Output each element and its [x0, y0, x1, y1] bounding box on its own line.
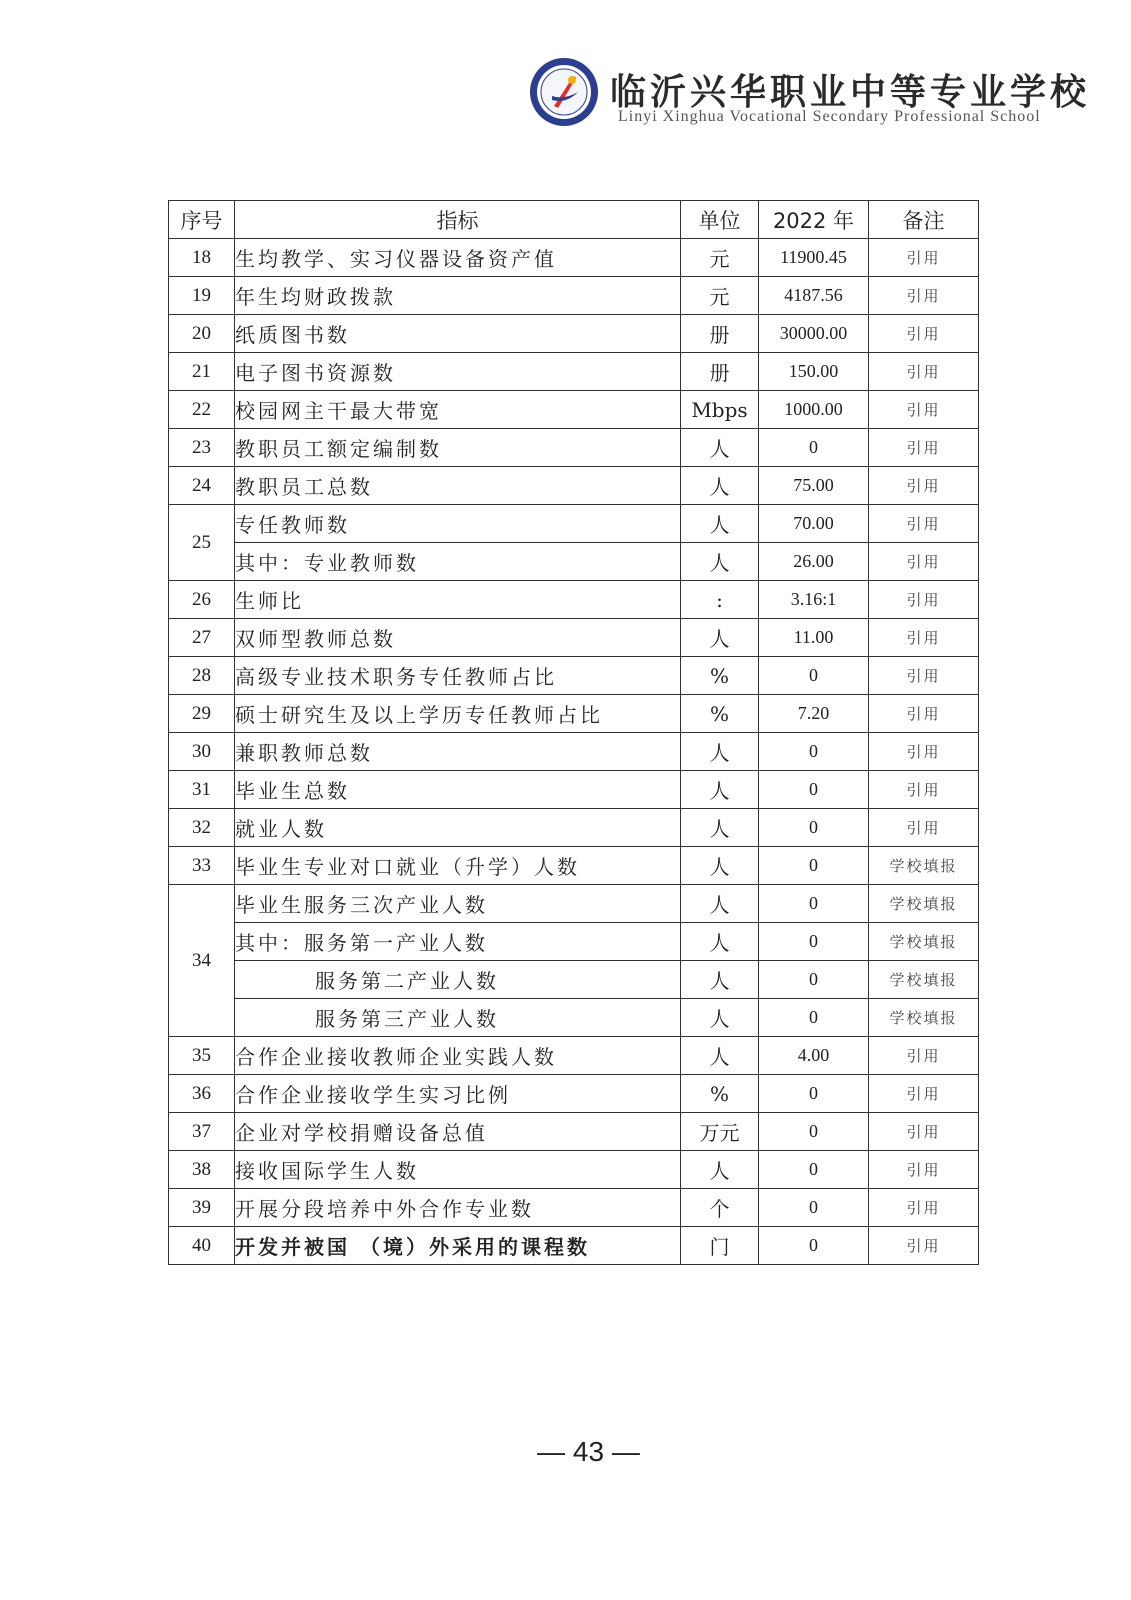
row-unit: 册	[681, 315, 759, 353]
table-row	[169, 1037, 979, 1075]
table-header-row	[169, 201, 979, 239]
page-number: — 43 —	[537, 1436, 640, 1467]
row-indicator: 企业对学校捐赠设备总值	[235, 1113, 681, 1151]
row-note: 引用	[869, 1075, 979, 1113]
row-unit: 人	[681, 847, 759, 885]
table-row	[169, 885, 979, 923]
row-unit: 人	[681, 543, 759, 581]
row-note: 引用	[869, 277, 979, 315]
row-value: 0	[759, 429, 869, 467]
table-row	[169, 1189, 979, 1227]
row-unit: 人	[681, 1151, 759, 1189]
row-note: 引用	[869, 619, 979, 657]
table-row	[169, 353, 979, 391]
row-indicator: 其中：专业教师数	[235, 543, 681, 581]
row-number: 19	[169, 277, 235, 315]
row-indicator: 专任教师数	[235, 505, 681, 543]
row-note: 引用	[869, 353, 979, 391]
row-indicator: 开发并被国 （境）外采用的课程数	[235, 1227, 681, 1265]
row-indicator: 年生均财政拨款	[235, 277, 681, 315]
table-row	[169, 695, 979, 733]
row-value: 0	[759, 1075, 869, 1113]
row-value: 0	[759, 1227, 869, 1265]
table-row	[169, 315, 979, 353]
row-indicator: 校园网主干最大带宽	[235, 391, 681, 429]
table-row	[169, 771, 979, 809]
row-note: 引用	[869, 1113, 979, 1151]
row-unit: 人	[681, 429, 759, 467]
row-value: 0	[759, 961, 869, 999]
row-note: 引用	[869, 1189, 979, 1227]
indicator-table	[168, 200, 979, 1265]
row-note: 引用	[869, 1227, 979, 1265]
table-row	[169, 581, 979, 619]
row-indicator: 服务第三产业人数	[235, 999, 681, 1037]
row-number: 31	[169, 771, 235, 809]
row-note: 引用	[869, 695, 979, 733]
row-note: 引用	[869, 391, 979, 429]
row-unit: 人	[681, 1037, 759, 1075]
row-note: 学校填报	[869, 847, 979, 885]
row-value: 11.00	[759, 619, 869, 657]
col-header-no: 序号	[169, 201, 235, 239]
row-number: 39	[169, 1189, 235, 1227]
row-value: 3.16:1	[759, 581, 869, 619]
row-note: 学校填报	[869, 999, 979, 1037]
row-indicator: 开展分段培养中外合作专业数	[235, 1189, 681, 1227]
row-unit: 人	[681, 809, 759, 847]
row-note: 引用	[869, 505, 979, 543]
row-number: 28	[169, 657, 235, 695]
row-note: 引用	[869, 315, 979, 353]
row-number: 22	[169, 391, 235, 429]
row-note: 引用	[869, 581, 979, 619]
row-number: 40	[169, 1227, 235, 1265]
school-name: 临沂兴华职业中等专业学校	[610, 71, 1091, 113]
row-unit: 人	[681, 619, 759, 657]
row-value: 0	[759, 847, 869, 885]
row-number: 18	[169, 239, 235, 277]
row-number: 33	[169, 847, 235, 885]
row-unit: 人	[681, 999, 759, 1037]
col-header-year: 2022 年	[759, 201, 869, 239]
col-header-note: 备注	[869, 201, 979, 239]
row-value: 150.00	[759, 353, 869, 391]
row-unit: 门	[681, 1227, 759, 1265]
row-value: 1000.00	[759, 391, 869, 429]
table-row	[169, 923, 979, 961]
row-value: 0	[759, 657, 869, 695]
row-indicator: 接收国际学生人数	[235, 1151, 681, 1189]
row-number: 26	[169, 581, 235, 619]
row-number: 38	[169, 1151, 235, 1189]
row-indicator: 服务第二产业人数	[235, 961, 681, 999]
table-row	[169, 467, 979, 505]
row-unit: Mbps	[681, 391, 759, 429]
row-indicator: 电子图书资源数	[235, 353, 681, 391]
table-row	[169, 1227, 979, 1265]
table-row	[169, 733, 979, 771]
table-row	[169, 961, 979, 999]
row-unit: 人	[681, 923, 759, 961]
row-value: 0	[759, 1151, 869, 1189]
row-note: 引用	[869, 543, 979, 581]
row-note: 引用	[869, 1037, 979, 1075]
row-value: 26.00	[759, 543, 869, 581]
row-indicator: 硕士研究生及以上学历专任教师占比	[235, 695, 681, 733]
table-row	[169, 999, 979, 1037]
school-name-english: Linyi Xinghua Vocational Secondary Professional School	[618, 108, 1041, 125]
row-value: 75.00	[759, 467, 869, 505]
row-value: 0	[759, 999, 869, 1037]
row-indicator: 毕业生服务三次产业人数	[235, 885, 681, 923]
col-header-indicator: 指标	[235, 201, 681, 239]
row-unit: 个	[681, 1189, 759, 1227]
row-unit: 人	[681, 467, 759, 505]
row-indicator: 生师比	[235, 581, 681, 619]
table-row	[169, 619, 979, 657]
table-row	[169, 1113, 979, 1151]
row-unit: 人	[681, 771, 759, 809]
row-note: 引用	[869, 429, 979, 467]
table-row	[169, 543, 979, 581]
row-number: 25	[169, 505, 235, 581]
table-row	[169, 429, 979, 467]
row-indicator: 纸质图书数	[235, 315, 681, 353]
row-indicator: 合作企业接收教师企业实践人数	[235, 1037, 681, 1075]
row-indicator: 生均教学、实习仪器设备资产值	[235, 239, 681, 277]
row-value: 4187.56	[759, 277, 869, 315]
row-unit: 元	[681, 277, 759, 315]
row-value: 0	[759, 809, 869, 847]
row-note: 引用	[869, 1151, 979, 1189]
col-header-unit: 单位	[681, 201, 759, 239]
row-unit: :	[681, 581, 759, 619]
row-number: 36	[169, 1075, 235, 1113]
row-value: 11900.45	[759, 239, 869, 277]
row-number: 35	[169, 1037, 235, 1075]
row-number: 29	[169, 695, 235, 733]
row-value: 30000.00	[759, 315, 869, 353]
row-unit: %	[681, 1075, 759, 1113]
row-indicator: 高级专业技术职务专任教师占比	[235, 657, 681, 695]
row-indicator: 教职员工总数	[235, 467, 681, 505]
row-number: 37	[169, 1113, 235, 1151]
row-indicator: 毕业生专业对口就业（升学）人数	[235, 847, 681, 885]
row-unit: 人	[681, 961, 759, 999]
row-value: 0	[759, 733, 869, 771]
row-note: 学校填报	[869, 885, 979, 923]
row-indicator: 合作企业接收学生实习比例	[235, 1075, 681, 1113]
row-number: 20	[169, 315, 235, 353]
table-row	[169, 809, 979, 847]
row-indicator: 兼职教师总数	[235, 733, 681, 771]
row-note: 引用	[869, 733, 979, 771]
row-indicator: 双师型教师总数	[235, 619, 681, 657]
row-note: 学校填报	[869, 961, 979, 999]
row-note: 引用	[869, 239, 979, 277]
row-value: 4.00	[759, 1037, 869, 1075]
row-number: 23	[169, 429, 235, 467]
table-row	[169, 277, 979, 315]
row-value: 7.20	[759, 695, 869, 733]
row-number: 27	[169, 619, 235, 657]
table-row	[169, 391, 979, 429]
row-unit: 人	[681, 885, 759, 923]
row-number: 21	[169, 353, 235, 391]
row-unit: 册	[681, 353, 759, 391]
row-unit: %	[681, 657, 759, 695]
row-indicator: 教职员工额定编制数	[235, 429, 681, 467]
table-row	[169, 239, 979, 277]
row-note: 引用	[869, 657, 979, 695]
row-number: 32	[169, 809, 235, 847]
row-value: 0	[759, 885, 869, 923]
table-row	[169, 657, 979, 695]
row-number: 24	[169, 467, 235, 505]
row-value: 70.00	[759, 505, 869, 543]
row-unit: %	[681, 695, 759, 733]
row-note: 学校填报	[869, 923, 979, 961]
table-row	[169, 1151, 979, 1189]
row-unit: 元	[681, 239, 759, 277]
school-logo	[528, 56, 600, 128]
row-value: 0	[759, 923, 869, 961]
row-value: 0	[759, 1189, 869, 1227]
row-note: 引用	[869, 467, 979, 505]
row-value: 0	[759, 1113, 869, 1151]
table-row	[169, 1075, 979, 1113]
row-value: 0	[759, 771, 869, 809]
row-indicator: 毕业生总数	[235, 771, 681, 809]
table-row	[169, 847, 979, 885]
row-unit: 万元	[681, 1113, 759, 1151]
row-number: 30	[169, 733, 235, 771]
row-note: 引用	[869, 771, 979, 809]
row-unit: 人	[681, 505, 759, 543]
row-unit: 人	[681, 733, 759, 771]
row-indicator: 其中：服务第一产业人数	[235, 923, 681, 961]
table-row	[169, 505, 979, 543]
row-indicator: 就业人数	[235, 809, 681, 847]
row-note: 引用	[869, 809, 979, 847]
row-number: 34	[169, 885, 235, 1037]
